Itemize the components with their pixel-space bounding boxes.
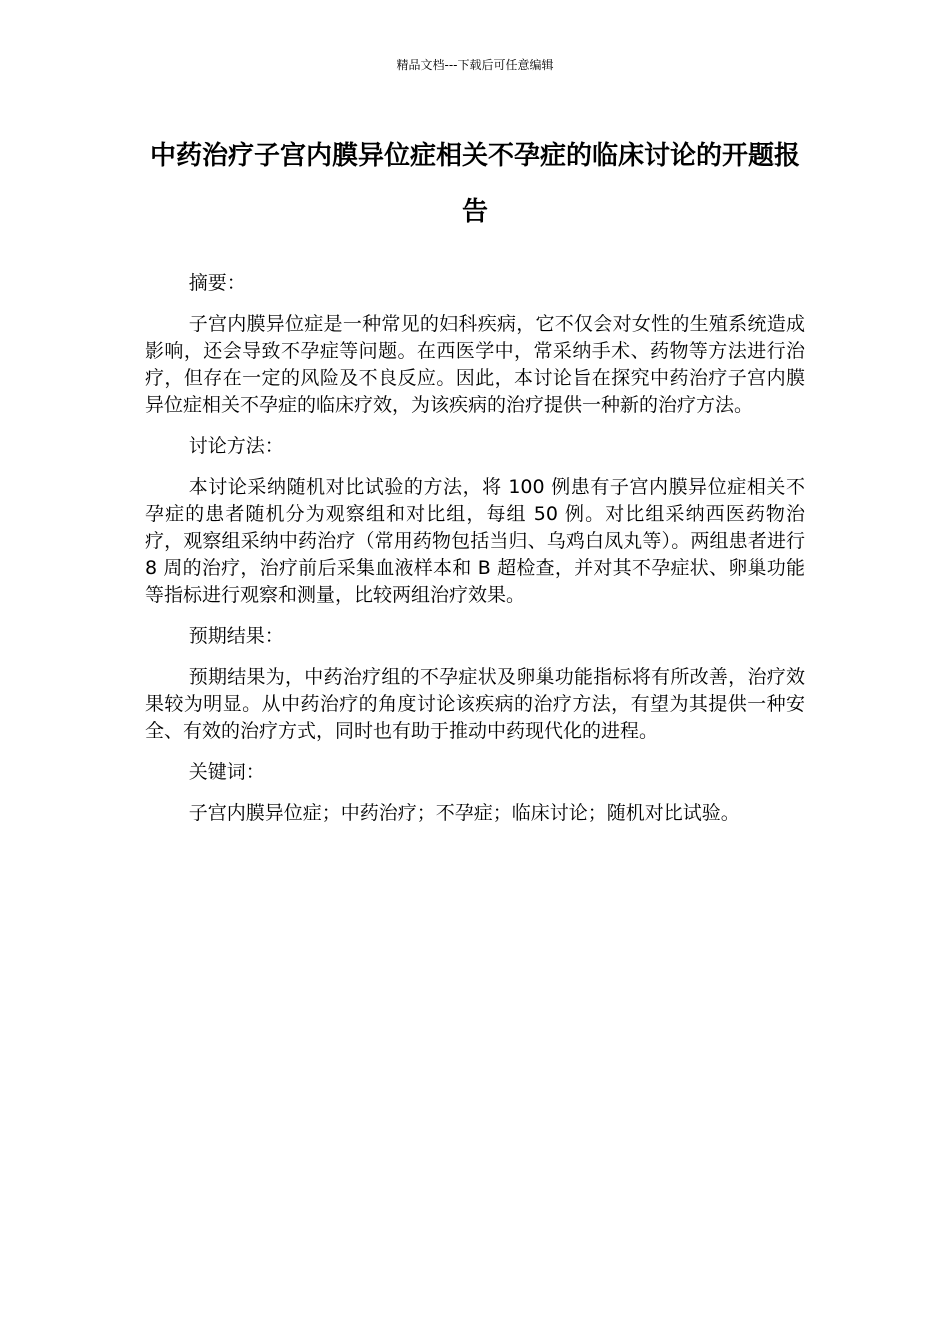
header-note: 精品文档---下载后可任意编辑 [396, 58, 554, 72]
result-heading: 预期结果： [188, 625, 284, 647]
document-title: 中药治疗子宫内膜异位症相关不孕症的临床讨论的开题报告 [149, 141, 800, 227]
keywords-heading: 关键词： [188, 761, 265, 783]
method-paragraph: 本讨论采纳随机对比试验的方法，将 100 例患有子宫内膜异位症相关不孕症的患者随机分为观察组和对比组，每组 50 例。对比组采纳西医药物治疗，观察组采纳中药治疗（常用药物包括当归、乌鸡白凤丸等）。两组患者进行 8 周的治疗，治疗前后采集血液样本和 B 超检查，并对其不孕症状、卵巢功能等指标进行观察和测量，比较两组治疗效果。 [145, 476, 805, 606]
document-body [145, 270, 805, 841]
result-paragraph: 预期结果为，中药治疗组的不孕症状及卵巢功能指标将有所改善，治疗效果较为明显。从中药治疗的角度讨论该疾病的治疗方法，有望为其提供一种安全、有效的治疗方式，同时也有助于推动中药现代化的进程。 [145, 666, 805, 742]
keywords-paragraph: 子宫内膜异位症；中药治疗；不孕症；临床讨论；随机对比试验。 [188, 802, 740, 824]
abstract-heading: 摘要： [188, 272, 246, 294]
method-heading: 讨论方法： [188, 435, 284, 457]
abstract-paragraph: 子宫内膜异位症是一种常见的妇科疾病，它不仅会对女性的生殖系统造成影响，还会导致不孕症等问题。在西医学中，常采纳手术、药物等方法进行治疗，但存在一定的风险及不良反应。因此，本讨论旨在探究中药治疗子宫内膜异位症相关不孕症的临床疗效，为该疾病的治疗提供一种新的治疗方法。 [145, 313, 805, 416]
